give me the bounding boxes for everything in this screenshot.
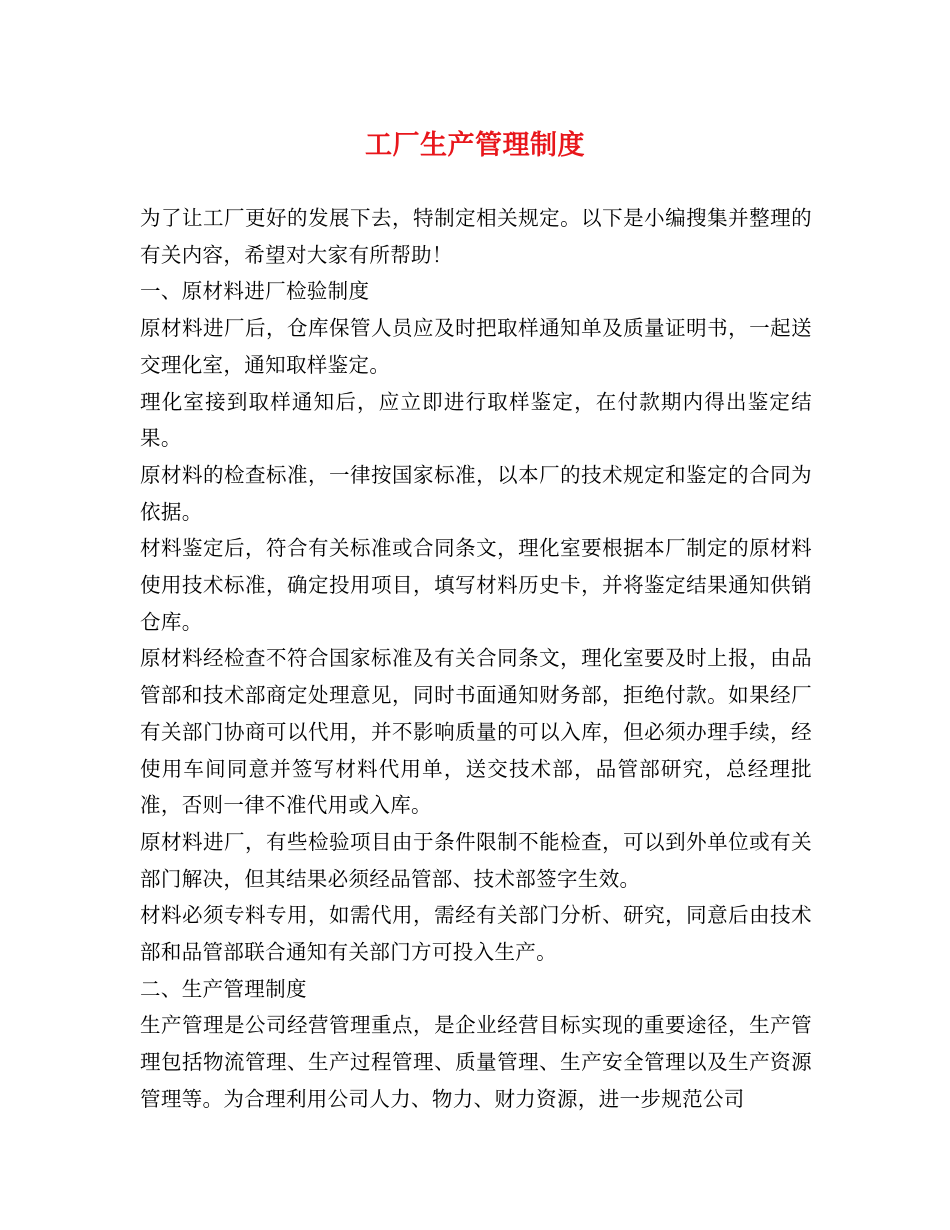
paragraph: 材料鉴定后，符合有关标准或合同条文，理化室要根据本厂制定的原材料使用技术标准，确定投用项目，填写材料历史卡，并将鉴定结果通知供销仓库。 <box>140 536 812 634</box>
paragraph-intro: 为了让工厂更好的发展下去，特制定相关规定。以下是小编搜集并整理的有关内容，希望对大家有所帮助！ <box>140 206 812 267</box>
paragraph: 材料必须专料专用，如需代用，需经有关部门分析、研究，同意后由技术部和品管部联合通知有关部门方可投入生产。 <box>140 903 812 965</box>
paragraph: 原材料的检查标准，一律按国家标准，以本厂的技术规定和鉴定的合同为依据。 <box>140 462 812 524</box>
page-title: 工厂生产管理制度 <box>365 130 585 161</box>
paragraph: 理化室接到取样通知后，应立即进行取样鉴定，在付款期内得出鉴定结果。 <box>140 389 812 451</box>
paragraph: 原材料经检查不符合国家标准及有关合同条文，理化室要及时上报，由品管部和技术部商定处理意见，同时书面通知财务部，拒绝付款。如果经厂有关部门协商可以代用，并不影响质量的可以入库，但必须办理手续，经使用车间同意并签写材料代用单，送交技术部，品管部研究，总经理批准，否则一律不准代用或入库。 <box>140 646 812 818</box>
paragraph: 生产管理是公司经营管理重点，是企业经营目标实现的重要途径，生产管理包括物流管理、生产过程管理、质量管理、生产安全管理以及生产资源管理等。为合理利用公司人力、物力、财力资源，进一步规范公司 <box>140 1013 812 1111</box>
paragraph: 原材料进厂，有些检验项目由于条件限制不能检查，可以到外单位或有关部门解决，但其结果必须经品管部、技术部签字生效。 <box>140 829 812 891</box>
document-body <box>140 200 812 1118</box>
paragraph: 原材料进厂后，仓库保管人员应及时把取样通知单及质量证明书，一起送交理化室，通知取样鉴定。 <box>140 316 812 377</box>
section-heading-raw-material: 一、原材料进厂检验制度 <box>140 279 370 304</box>
section-heading-production: 二、生产管理制度 <box>140 976 307 1001</box>
